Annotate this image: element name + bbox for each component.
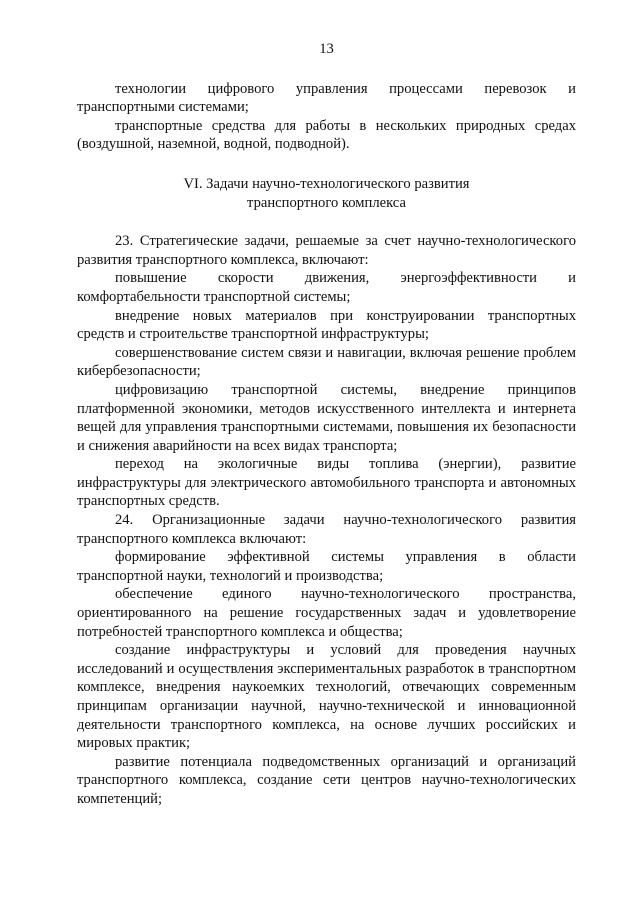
- paragraph: развитие потенциала подведомственных организаций и организаций транспортного комплекса, создание сети центров научно-технологических компетенций;: [77, 753, 576, 807]
- page-number: 13: [319, 41, 334, 57]
- paragraph: внедрение новых материалов при конструировании транспортных средств и строительстве транспортной инфраструктуры;: [77, 307, 576, 343]
- paragraph: формирование эффективной системы управления в области транспортной науки, технологий и производства;: [77, 549, 576, 584]
- intro-paragraphs: [77, 80, 576, 154]
- paragraph: технологии цифрового управления процессами перевозок и транспортными системами;: [77, 80, 576, 116]
- section-body: [77, 232, 576, 808]
- paragraph: цифровизацию транспортной системы, внедрение принципов платформенной экономики, методов искусственного интеллекта и интернета вещей для управления транспортными системами, повышения их безопасности и снижения аварийности на всех видах транспорта;: [77, 381, 576, 454]
- paragraph: транспортные средства для работы в нескольких природных средах (воздушной, наземной, водной, подводной).: [77, 117, 576, 153]
- paragraph: повышение скорости движения, энергоэффективности и комфортабельности транспортной системы;: [77, 270, 576, 305]
- section-title-line-2: транспортного комплекса: [247, 194, 406, 211]
- paragraph: создание инфраструктуры и условий для проведения научных исследований и осуществления экспериментальных разработок в транспортном комплексе, внедрения наукоемких технологий, отвечающих современным принципам организации научной, научно-технической и инновационной деятельности транспортного комплекса, на основе лучших российских и мировых практик;: [77, 642, 576, 752]
- section-title-line-1: VI. Задачи научно-технологического развития: [183, 175, 470, 192]
- paragraph: 24. Организационные задачи научно-технологического развития транспортного комплекса включают:: [77, 512, 576, 547]
- section-title: [77, 175, 576, 212]
- paragraph: обеспечение единого научно-технологического пространства, ориентированного на решение государственных задач и удовлетворение потребностей транспортного комплекса и общества;: [77, 586, 576, 640]
- paragraph: 23. Стратегические задачи, решаемые за счет научно-технологического развития транспортного комплекса, включают:: [77, 233, 576, 268]
- paragraph: переход на экологичные виды топлива (энергии), развитие инфраструктуры для электрического автомобильного транспорта и автономных транспортных средств.: [77, 456, 576, 510]
- paragraph: совершенствование систем связи и навигации, включая решение проблем кибербезопасности;: [77, 344, 576, 380]
